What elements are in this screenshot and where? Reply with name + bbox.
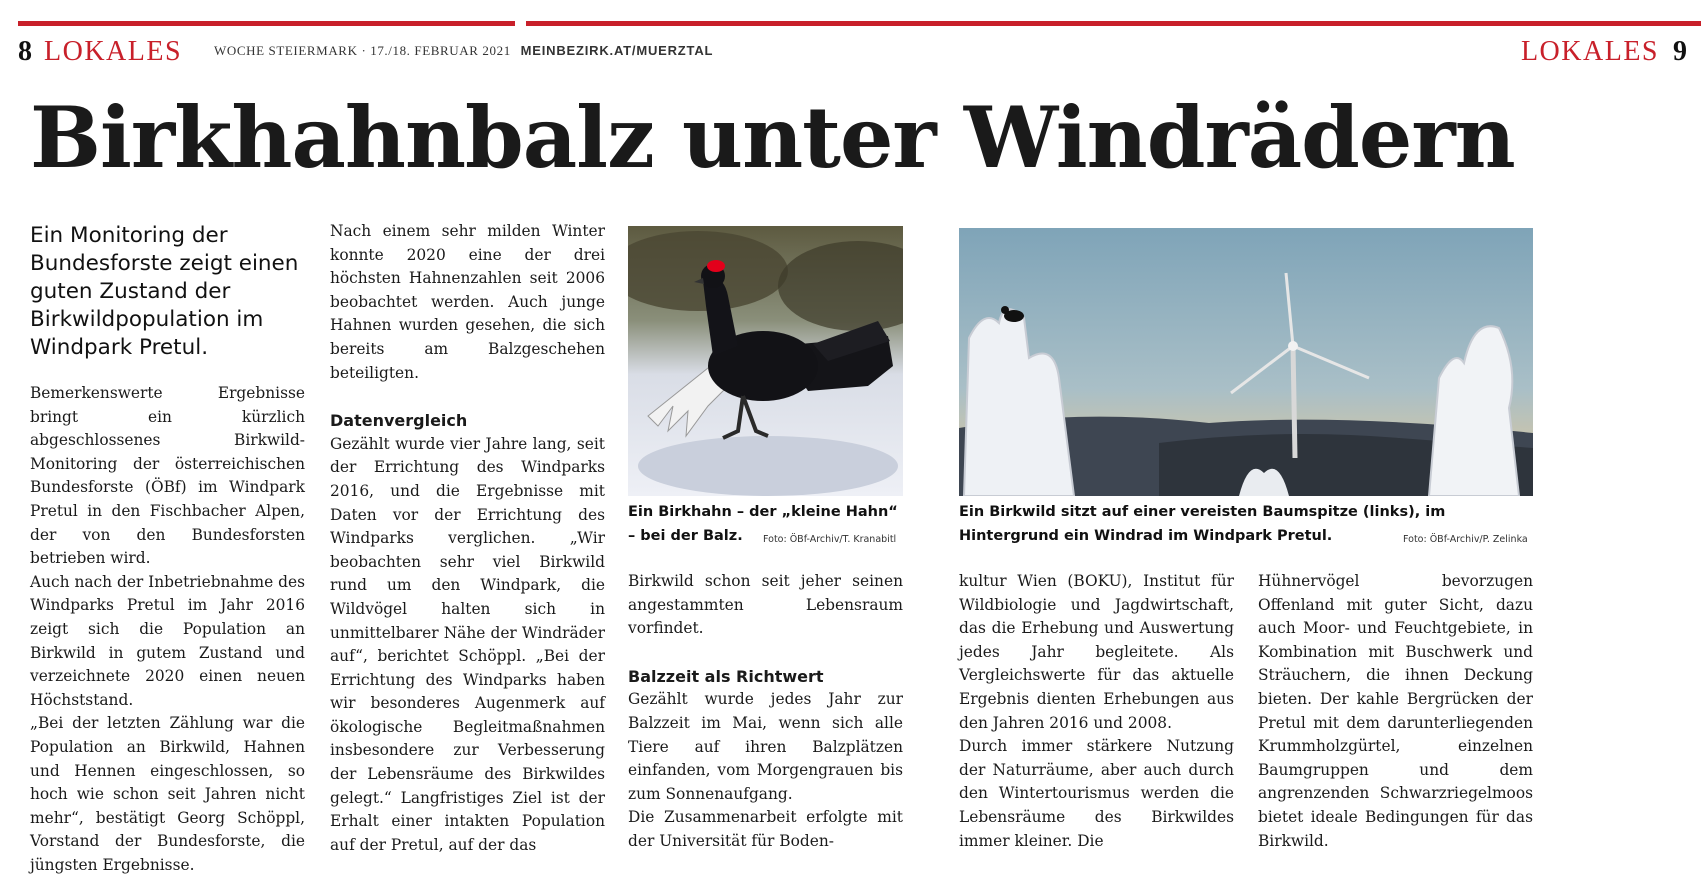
paragraph: Gezählt wurde jedes Jahr zur Balzzeit im Mai, wenn sich alle Tiere auf ihren Balzplätzen einfanden, vom Morgengrauen bis zum Sonnenaufgang.: [628, 690, 903, 803]
birkhahn-photo-credit: Foto: ÖBf-Archiv/T. Kranabitl: [763, 534, 897, 545]
publication-date: 17./18. FEBRUAR 2021: [370, 43, 511, 58]
text-column-2: [330, 220, 605, 857]
paragraph: Birkwild schon seit jeher seinen angestammten Lebensraum vorfindet.: [628, 572, 903, 638]
paragraph: Bemerkenswerte Ergebnisse bringt ein kürzlich abgeschlossenes Birkwild-Monitoring der österreichischen Bundesforste (ÖBf) im Windpark Pretul in den Fischbacher Alpen, der von den Bundesforsten betrieben wird.: [30, 384, 305, 568]
headline: Birkhahnbalz unter Windrädern: [30, 88, 1515, 187]
paragraph: Nach einem sehr milden Winter konnte 2020 eine der drei höchsten Hahnenzahlen seit 2006 beobachtet werden. Auch junge Hahnen wurden gesehen, die sich bereits am Balzgeschehen beteiligten.: [330, 222, 605, 382]
windpark-caption: Ein Birkwild sitzt auf einer vereisten Baumspitze (links), im Hintergrund ein Windrad im Windpark Pretul.: [959, 504, 1446, 544]
paragraph: Hühnervögel bevorzugen Offenland mit guter Sicht, dazu auch Moor- und Feuchtgebiete, in Kombination mit Buschwerk und Sträuchern, die ihnen Deckung bieten. Der kahle Bergrücken der Pretul mit dem darunterliegenden Krummholzgürtel, einzelnen Baumgruppen und dem angrenzenden Schwarzriegelmoos bietet ideale Bedingungen für das Birkwild.: [1258, 572, 1533, 850]
paragraph: kultur Wien (BOKU), Institut für Wildbiologie und Jagdwirtschaft, das die Erhebung und Auswertung jedes Jahr begleitete. Als Vergleichswerte für das aktuelle Ergebnis dienten Erhebungen aus den Jahren 2016 und 2008.: [959, 572, 1234, 732]
text-column-1: [30, 382, 305, 877]
birkhahn-caption: Ein Birkhahn – der „kleine Hahn“ – bei der Balz.: [628, 504, 898, 544]
page-number-right: 9: [1673, 36, 1687, 67]
section-label-right: LOKALES: [1520, 36, 1659, 67]
article-lead: Ein Monitoring der Bundesforste zeigt einen guten Zustand der Birkwildpopulation im Windpark Pretul.: [30, 223, 299, 360]
subheading-datenvergleich: Datenvergleich: [330, 411, 468, 431]
header-rule-left: [18, 21, 515, 26]
header-rule-right: [526, 21, 1701, 26]
paragraph: Die Zusammenarbeit erfolgte mit der Universität für Boden-: [628, 808, 903, 850]
section-label-left: LOKALES: [44, 36, 183, 67]
text-column-4: [959, 570, 1234, 853]
website-link[interactable]: MEINBEZIRK.AT/MUERZTAL: [520, 43, 714, 58]
paragraph: „Bei der letzten Zählung war die Population an Birkwild, Hahnen und Hennen eingeschlossen, so hoch wie schon seit Jahren nicht mehr“, bestätigt Georg Schöppl, Vorstand der Bundesforste, die jüngsten Ergebnisse.: [30, 714, 305, 874]
windpark-illustration: [959, 228, 1533, 496]
header-right: [1521, 36, 1687, 68]
page-number-left: 8: [18, 36, 32, 67]
windpark-photo-credit: Foto: ÖBf-Archiv/P. Zelinka: [1403, 534, 1528, 545]
text-column-3: [628, 570, 903, 854]
paragraph: Auch nach der Inbetriebnahme des Windparks Pretul im Jahr 2016 zeigt sich die Population an Birkwild in gutem Zustand und verzeichnete 2020 einen neuen Höchststand.: [30, 572, 306, 709]
header-left: [18, 36, 182, 68]
paragraph: Durch immer stärkere Nutzung der Naturräume, aber auch durch den Wintertourismus werden die Lebensräume des Birkwildes immer kleiner. Die: [959, 737, 1234, 850]
paragraph: Gezählt wurde vier Jahre lang, seit der Errichtung des Windparks 2016, und die Ergebnisse mit Daten vor der Errichtung des Windparks verglichen. „Wir beobachten sehr viel Birkwild rund um den Windpark, die Wildvögel halten sich in unmittelbarer Nähe der Windräder auf“, berichtet Schöppl. „Bei der Errichtung des Windparks haben wir besonderes Augenmerk auf ökologische Begleitmaßnahmen insbesondere zur Verbesserung der Lebensräume des Birkwildes gelegt.“ Langfristiges Ziel ist der Erhalt einer intakten Population auf der Pretul, auf der das: [330, 434, 605, 854]
text-column-5: [1258, 570, 1533, 853]
publication-name: WOCHE STEIERMARK: [214, 43, 358, 58]
birkhahn-photo: [628, 226, 903, 496]
windpark-photo: [959, 228, 1533, 496]
birkhahn-illustration: [628, 226, 903, 496]
header-meta: WOCHE STEIERMARK · 17./18. FEBRUAR 2021 MEINBEZIRK.AT/MUERZTAL: [214, 43, 714, 58]
subheading-balzzeit: Balzzeit als Richtwert: [628, 666, 824, 686]
